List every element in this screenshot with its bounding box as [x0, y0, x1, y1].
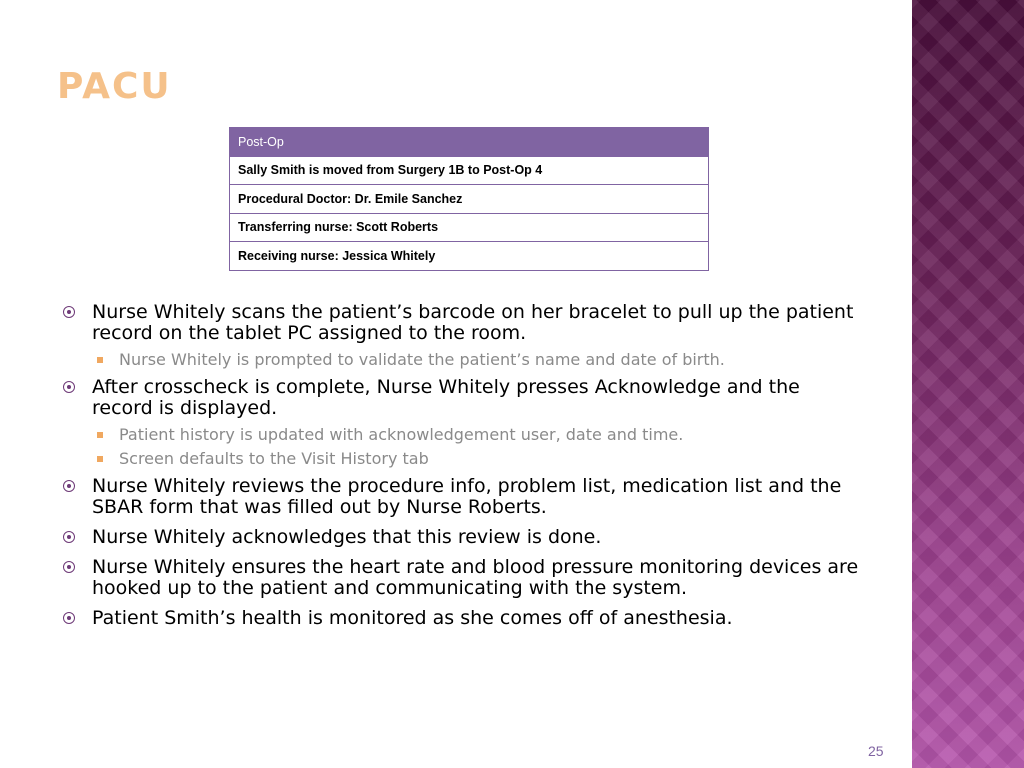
- sub-bullet-item: [63, 425, 863, 445]
- bullet-item: [63, 527, 863, 548]
- sub-bullet-item: [63, 449, 863, 469]
- table-cell-transfer: Sally Smith is moved from Surgery 1B to Post-Op 4: [230, 156, 709, 185]
- bullet-text: After crosscheck is complete, Nurse Whitely presses Acknowledge and the record is displayed.: [92, 376, 800, 419]
- bullet-text: Patient Smith’s health is monitored as she comes off of anesthesia.: [92, 607, 733, 629]
- circle-bullet-icon: [63, 480, 75, 492]
- bullet-item: [63, 608, 863, 629]
- table-row: [230, 213, 709, 242]
- circle-bullet-icon: [63, 531, 75, 543]
- table-cell-doctor: Procedural Doctor: Dr. Emile Sanchez: [230, 185, 709, 214]
- bullet-item: [63, 476, 863, 518]
- bullet-text: Nurse Whitely reviews the procedure info, problem list, medication list and the SBAR form that was filled out by Nurse Roberts.: [92, 475, 842, 518]
- bullet-text: Nurse Whitely ensures the heart rate and blood pressure monitoring devices are hooked up to the patient and communicating with the system.: [92, 556, 859, 599]
- table-header-cell: Post-Op: [230, 128, 709, 157]
- table-cell-receiving-nurse: Receiving nurse: Jessica Whitely: [230, 242, 709, 271]
- table-row: [230, 156, 709, 185]
- circle-bullet-icon: [63, 306, 75, 318]
- sub-bullet-text: Screen defaults to the Visit History tab: [119, 449, 429, 468]
- sub-bullet-text: Nurse Whitely is prompted to validate the patient’s name and date of birth.: [119, 350, 725, 369]
- bullet-text: Nurse Whitely acknowledges that this review is done.: [92, 526, 602, 548]
- bullet-item: [63, 557, 863, 599]
- circle-bullet-icon: [63, 561, 75, 573]
- circle-bullet-icon: [63, 612, 75, 624]
- sub-bullet-item: [63, 350, 863, 370]
- circle-bullet-icon: [63, 381, 75, 393]
- table-cell-transferring-nurse: Transferring nurse: Scott Roberts: [230, 213, 709, 242]
- bullet-text: Nurse Whitely scans the patient’s barcode on her bracelet to pull up the patient record on the tablet PC assigned to the room.: [92, 301, 854, 344]
- table-row: [230, 242, 709, 271]
- slide-title: PACU: [57, 66, 172, 107]
- table-row: [230, 185, 709, 214]
- square-bullet-icon: [97, 432, 103, 438]
- square-bullet-icon: [97, 357, 103, 363]
- decorative-side-band: [912, 0, 1024, 768]
- bullet-item: [63, 377, 863, 419]
- square-bullet-icon: [97, 456, 103, 462]
- handoff-table: [229, 127, 709, 271]
- bullet-item: [63, 302, 863, 344]
- table-header-row: [230, 128, 709, 157]
- bullet-list: [63, 302, 863, 638]
- page-number: 25: [868, 743, 884, 759]
- sub-bullet-text: Patient history is updated with acknowledgement user, date and time.: [119, 425, 684, 444]
